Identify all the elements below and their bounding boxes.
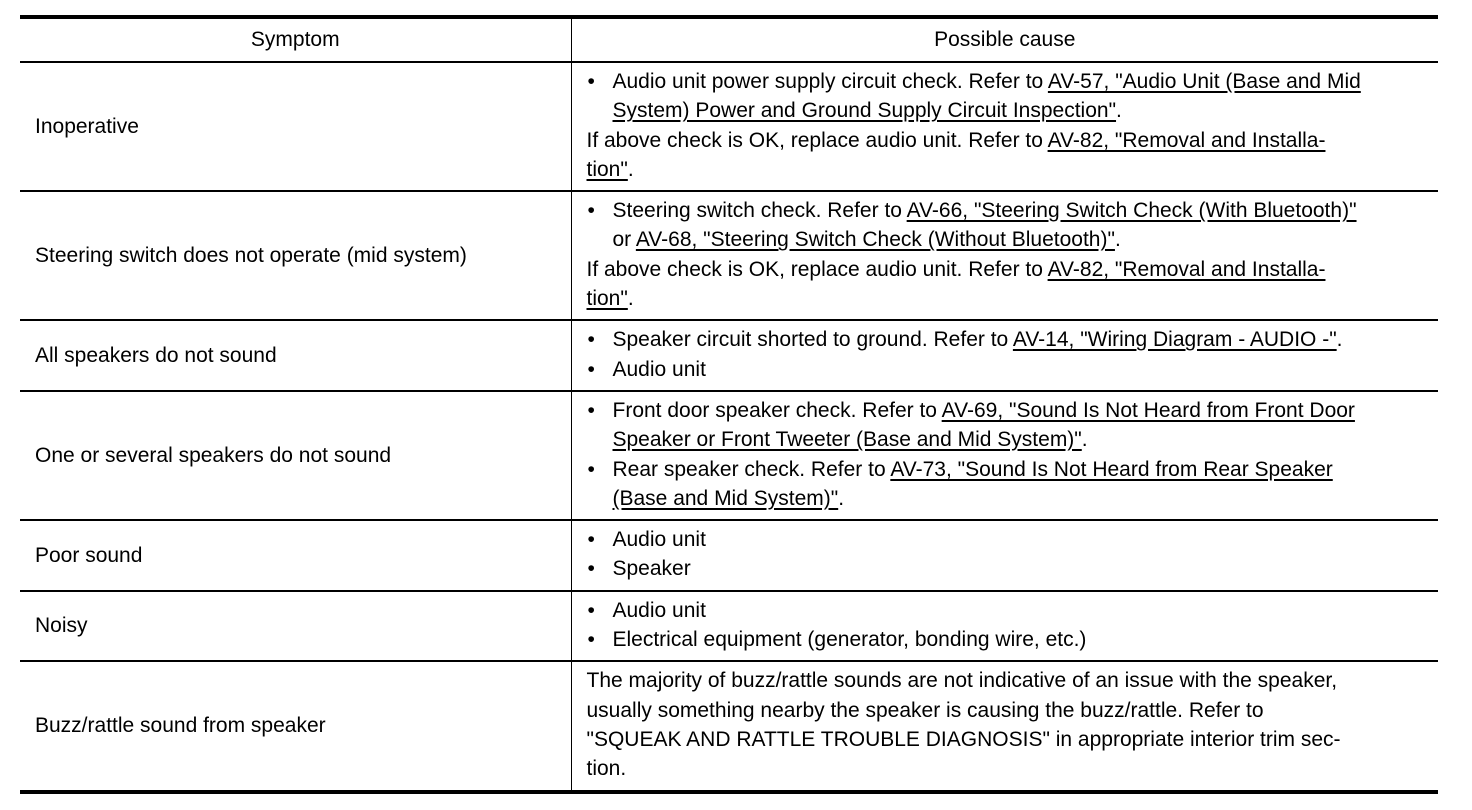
bullet-item <box>587 396 1431 455</box>
reference-link[interactable]: AV-66, "Steering Switch Check (With Bluetooth)" <box>906 199 1357 223</box>
bullet-text <box>613 455 1431 514</box>
cause-text: Electrical equipment (generator, bonding wire, etc.) <box>612 628 1087 652</box>
text-line <box>587 696 1431 725</box>
bullet-item <box>587 67 1431 126</box>
bullet-item <box>587 554 1431 583</box>
possible-cause-cell <box>571 591 1438 662</box>
symptom-header: Symptom <box>20 17 571 62</box>
bullet-item <box>587 455 1431 514</box>
bullet-item <box>587 525 1431 554</box>
bullet-item <box>587 596 1431 625</box>
header-row <box>20 17 1438 62</box>
text-line <box>613 484 1431 513</box>
cause-text: . <box>627 287 634 311</box>
symptom-cell: Noisy <box>20 591 571 662</box>
bullet-dot-icon: • <box>587 328 595 352</box>
bullet-dot-icon: • <box>587 528 595 552</box>
text-line <box>613 596 1431 625</box>
reference-link[interactable]: AV-69, "Sound Is Not Heard from Front Door <box>941 398 1355 422</box>
cause-text: Speaker <box>612 557 691 581</box>
table-row <box>20 661 1438 791</box>
cause-text: Speaker circuit shorted to ground. Refer to <box>612 328 1013 352</box>
bullet-dot-icon: • <box>587 457 595 481</box>
cause-text: . <box>1336 328 1343 352</box>
text-line <box>613 196 1431 225</box>
bullet-dot-icon: • <box>587 70 595 93</box>
reference-link[interactable]: Speaker or Front Tweeter (Base and Mid System)" <box>612 428 1082 452</box>
text-line <box>613 625 1431 654</box>
text-line <box>613 455 1431 484</box>
reference-link[interactable]: AV-68, "Steering Switch Check (Without Bluetooth)" <box>635 228 1115 252</box>
bullet-dot-icon: • <box>587 199 595 223</box>
table-row <box>20 191 1438 320</box>
cause-text: Audio unit <box>612 528 706 552</box>
table-row <box>20 591 1438 662</box>
cause-text: Steering switch check. Refer to <box>612 199 907 223</box>
table-body <box>20 62 1438 792</box>
reference-link[interactable]: (Base and Mid System)" <box>612 486 839 510</box>
cause-text: . <box>1081 428 1088 452</box>
table-row <box>20 320 1438 391</box>
bullet-text <box>613 554 1431 583</box>
cause-text: or <box>612 228 636 252</box>
reference-link[interactable]: AV-82, "Removal and Installa- <box>1047 257 1326 281</box>
cause-text: Audio unit power supply circuit check. Refer to <box>612 70 1048 93</box>
cause-text: If above check is OK, replace audio unit. Refer to <box>586 128 1048 152</box>
symptom-table <box>20 15 1438 794</box>
table-row <box>20 520 1438 591</box>
diagnosis-table-container <box>20 15 1438 794</box>
text-line <box>587 284 1431 313</box>
bullet-text <box>613 596 1431 625</box>
text-line <box>587 754 1431 783</box>
reference-link[interactable]: AV-73, "Sound Is Not Heard from Rear Speaker <box>890 457 1333 481</box>
text-line <box>613 525 1431 554</box>
bullet-item <box>587 625 1431 654</box>
text-line <box>587 666 1431 695</box>
symptom-cell: Poor sound <box>20 520 571 591</box>
symptom-cell: All speakers do not sound <box>20 320 571 391</box>
cause-text: . <box>838 486 845 510</box>
bullet-item <box>587 355 1431 384</box>
cause-text: Rear speaker check. Refer to <box>612 457 891 481</box>
text-line <box>613 96 1431 125</box>
possible-cause-cell <box>571 520 1438 591</box>
cause-text: Audio unit <box>612 357 706 381</box>
possible-cause-cell <box>571 62 1438 191</box>
reference-link[interactable]: tion" <box>586 287 628 311</box>
text-line <box>613 425 1431 454</box>
bullet-dot-icon: • <box>587 598 595 622</box>
reference-link[interactable]: System) Power and Ground Supply Circuit Inspection" <box>612 99 1117 123</box>
text-line <box>613 325 1431 354</box>
text-line <box>613 67 1431 96</box>
possible-cause-cell <box>571 320 1438 391</box>
reference-link[interactable]: AV-82, "Removal and Installa- <box>1047 128 1326 152</box>
bullet-text <box>613 396 1431 455</box>
possible-cause-cell <box>571 191 1438 320</box>
table-row <box>20 391 1438 520</box>
text-line <box>613 396 1431 425</box>
symptom-cell: Inoperative <box>20 62 571 191</box>
cause-text: tion. <box>586 757 627 781</box>
bullet-dot-icon: • <box>587 557 595 581</box>
cause-text: Front door speaker check. Refer to <box>612 398 942 422</box>
cause-text: The majority of buzz/rattle sounds are not indicative of an issue with the speaker, <box>586 669 1338 693</box>
text-line <box>613 554 1431 583</box>
reference-link[interactable]: tion" <box>586 157 628 181</box>
cause-text: . <box>627 157 634 181</box>
bullet-dot-icon: • <box>587 628 595 652</box>
text-line <box>587 725 1431 754</box>
text-line <box>587 126 1431 155</box>
bullet-item <box>587 325 1431 354</box>
cause-text: If above check is OK, replace audio unit. Refer to <box>586 257 1048 281</box>
possible-cause-cell <box>571 661 1438 791</box>
text-line <box>613 355 1431 384</box>
bullet-text <box>613 355 1431 384</box>
text-line <box>613 225 1431 254</box>
cause-text: usually something nearby the speaker is causing the buzz/rattle. Refer to <box>586 698 1264 722</box>
bullet-text <box>613 325 1431 354</box>
bullet-text <box>613 625 1431 654</box>
cause-text: Audio unit <box>612 598 706 622</box>
possible-cause-cell <box>571 391 1438 520</box>
symptom-cell: Buzz/rattle sound from speaker <box>20 661 571 791</box>
cause-text: . <box>1114 228 1121 252</box>
symptom-cell: Steering switch does not operate (mid system) <box>20 191 571 320</box>
symptom-cell: One or several speakers do not sound <box>20 391 571 520</box>
reference-link[interactable]: AV-57, "Audio Unit (Base and Mid <box>1047 70 1361 93</box>
table-row <box>20 62 1438 191</box>
bullet-text <box>613 67 1431 126</box>
bullet-dot-icon: • <box>587 398 595 422</box>
reference-link[interactable]: AV-14, "Wiring Diagram - AUDIO -" <box>1012 328 1337 352</box>
bullet-text <box>613 196 1431 255</box>
possible-cause-header: Possible cause <box>934 28 1076 52</box>
text-line <box>587 155 1431 184</box>
bullet-text <box>613 525 1431 554</box>
bullet-item <box>587 196 1431 255</box>
cause-text: . <box>1116 99 1122 123</box>
cause-text: "SQUEAK AND RATTLE TROUBLE DIAGNOSIS" in appropriate interior trim sec- <box>586 727 1341 751</box>
bullet-dot-icon: • <box>587 357 595 381</box>
text-line <box>587 255 1431 284</box>
